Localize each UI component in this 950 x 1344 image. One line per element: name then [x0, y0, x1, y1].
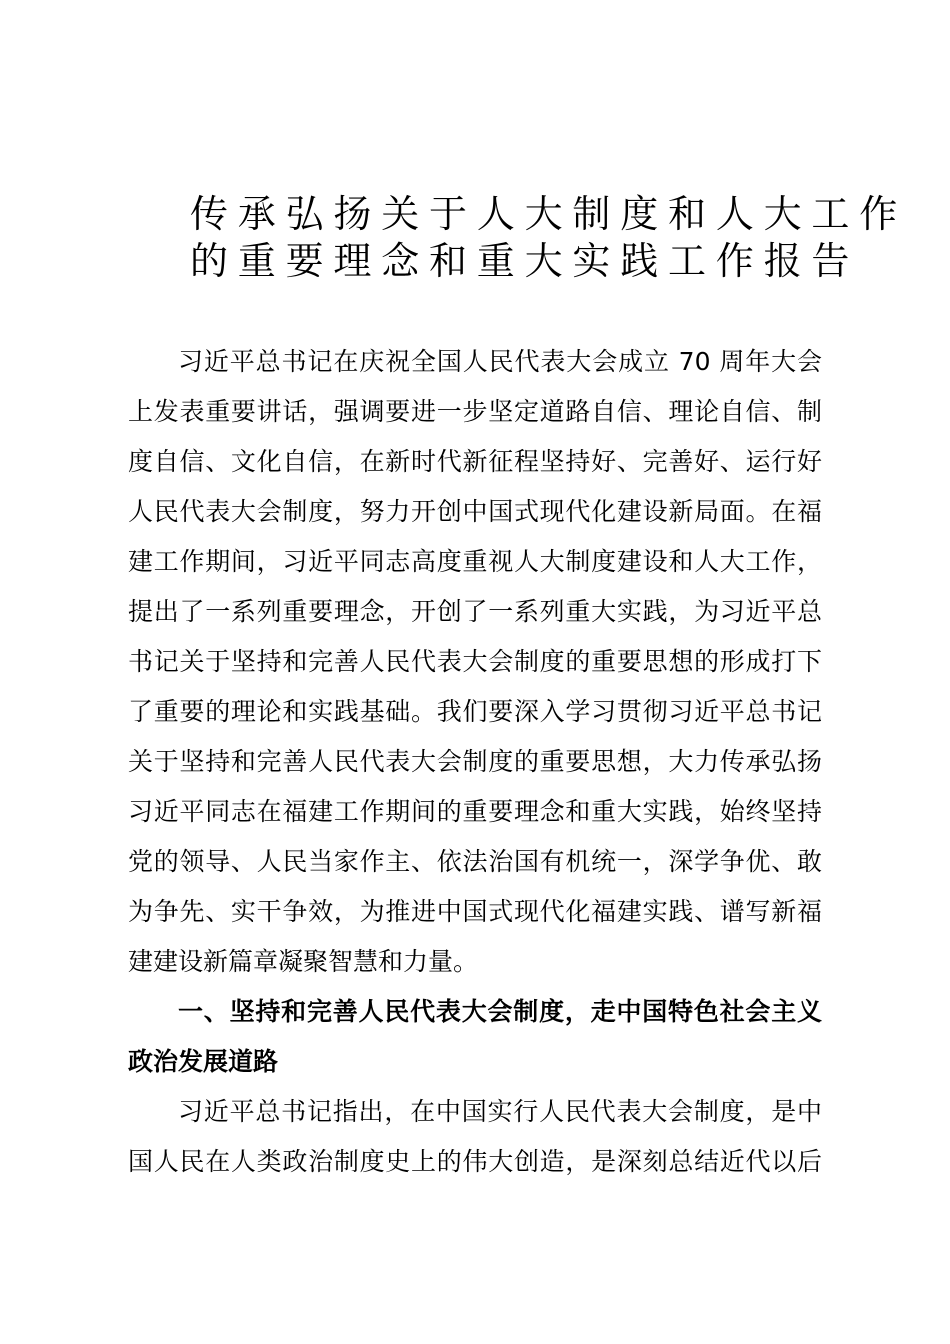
- text-line: 建建设新篇章凝聚智慧和力量。: [128, 947, 479, 976]
- text-line: 习近平总书记指出，在中国实行人民代表大会制度，是中: [178, 1097, 822, 1126]
- intro-paragraph: [128, 337, 822, 987]
- section-heading-1: [128, 987, 822, 1087]
- document-body: [128, 337, 822, 1187]
- text-line: 关于坚持和完善人民代表大会制度的重要思想，大力传承弘扬: [128, 747, 822, 776]
- text-line: 习近平总书记在庆祝全国人民代表大会成立 70 周年大会: [178, 347, 822, 376]
- title-line-1: 传承弘扬关于人大制度和人大工作: [190, 192, 908, 236]
- section-1-paragraph: [128, 1087, 822, 1187]
- title-line-2: 的重要理念和重大实践工作报告: [190, 239, 860, 283]
- text-line: 上发表重要讲话，强调要进一步坚定道路自信、理论自信、制: [128, 397, 822, 426]
- text-line: 书记关于坚持和完善人民代表大会制度的重要思想的形成打下: [128, 647, 822, 676]
- heading-line: 政治发展道路: [128, 1047, 279, 1076]
- heading-line: 一、坚持和完善人民代表大会制度，走中国特色社会主义: [178, 997, 822, 1026]
- text-line: 人民代表大会制度，努力开创中国式现代化建设新局面。在福: [128, 497, 822, 526]
- text-line: 国人民在人类政治制度史上的伟大创造，是深刻总结近代以后: [128, 1147, 822, 1176]
- text-line: 为争先、实干争效，为推进中国式现代化福建实践、谱写新福: [128, 897, 822, 926]
- text-line: 了重要的理论和实践基础。我们要深入学习贯彻习近平总书记: [128, 697, 822, 726]
- text-line: 党的领导、人民当家作主、依法治国有机统一，深学争优、敢: [128, 847, 822, 876]
- document-title: [190, 191, 907, 285]
- text-line: 建工作期间，习近平同志高度重视人大制度建设和人大工作，: [128, 547, 822, 576]
- text-line: 提出了一系列重要理念，开创了一系列重大实践，为习近平总: [128, 597, 822, 626]
- text-line: 习近平同志在福建工作期间的重要理念和重大实践，始终坚持: [128, 797, 822, 826]
- text-line: 度自信、文化自信，在新时代新征程坚持好、完善好、运行好: [128, 447, 822, 476]
